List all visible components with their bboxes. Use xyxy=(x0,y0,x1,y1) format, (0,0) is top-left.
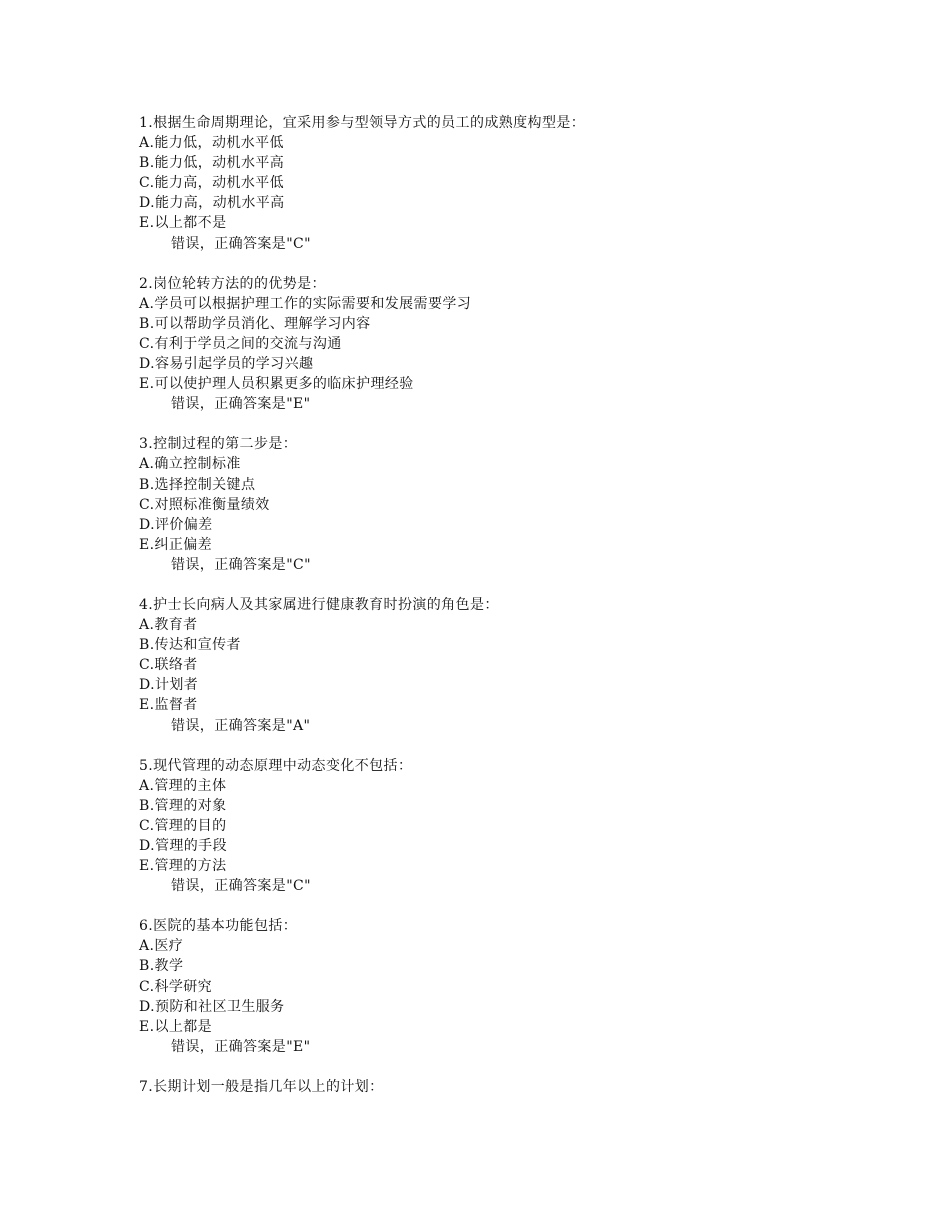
answer-note: 错误，正确答案是"A" xyxy=(171,717,311,734)
question-2 xyxy=(139,274,839,415)
option-b: B.选择控制关键点 xyxy=(139,476,256,493)
answer-note: 错误，正确答案是"C" xyxy=(171,878,311,895)
question-1 xyxy=(139,113,839,254)
option-d: D.容易引起学员的学习兴趣 xyxy=(139,356,314,373)
option-d: D.预防和社区卫生服务 xyxy=(139,998,285,1015)
option-c: C.有利于学员之间的交流与沟通 xyxy=(139,335,342,352)
question-3 xyxy=(139,434,839,575)
option-e: E.监督者 xyxy=(139,697,198,714)
question-document xyxy=(139,113,839,1117)
option-b: B.可以帮助学员消化、理解学习内容 xyxy=(139,315,371,332)
question-7 xyxy=(139,1077,839,1097)
question-stem: 1.根据生命周期理论，宜采用参与型领导方式的员工的成熟度构型是： xyxy=(139,115,586,131)
option-a: A.确立控制标准 xyxy=(139,456,241,473)
answer-note: 错误，正确答案是"C" xyxy=(171,556,311,573)
option-d: D.评价偏差 xyxy=(139,516,213,533)
option-d: D.计划者 xyxy=(139,677,199,694)
option-e: E.可以使护理人员积累更多的临床护理经验 xyxy=(139,376,414,393)
option-e: E.纠正偏差 xyxy=(139,536,213,553)
option-c: C.对照标准衡量绩效 xyxy=(139,496,270,513)
option-e: E.以上都是 xyxy=(139,1018,213,1035)
option-a: A.医疗 xyxy=(139,938,184,955)
option-a: A.管理的主体 xyxy=(139,777,227,794)
answer-note: 错误，正确答案是"E" xyxy=(171,1038,311,1055)
option-a: A.学员可以根据护理工作的实际需要和发展需要学习 xyxy=(139,295,472,312)
question-stem: 5.现代管理的动态原理中动态变化不包括： xyxy=(139,757,413,774)
option-a: A.教育者 xyxy=(139,617,198,634)
option-b: B.管理的对象 xyxy=(139,797,227,814)
answer-note: 错误，正确答案是"C" xyxy=(171,235,311,252)
option-d: D.能力高，动机水平高 xyxy=(139,195,285,212)
option-b: B.传达和宣传者 xyxy=(139,637,241,654)
option-e: E.以上都不是 xyxy=(139,215,227,232)
question-stem: 7.长期计划一般是指几年以上的计划： xyxy=(139,1078,384,1095)
option-e: E.管理的方法 xyxy=(139,858,227,875)
question-5 xyxy=(139,756,839,897)
question-stem: 4.护士长向病人及其家属进行健康教育时扮演的角色是： xyxy=(139,596,499,613)
option-c: C.联络者 xyxy=(139,657,198,674)
question-stem: 3.控制过程的第二步是： xyxy=(139,436,298,453)
answer-note: 错误，正确答案是"E" xyxy=(171,396,311,413)
option-b: B.能力低，动机水平高 xyxy=(139,155,285,172)
question-stem: 2.岗位轮转方法的的优势是： xyxy=(139,275,326,292)
option-c: C.科学研究 xyxy=(139,978,213,995)
question-4 xyxy=(139,595,839,736)
option-d: D.管理的手段 xyxy=(139,838,227,854)
option-c: C.管理的目的 xyxy=(139,817,227,834)
question-stem: 6.医院的基本功能包括： xyxy=(139,918,298,935)
option-c: C.能力高，动机水平低 xyxy=(139,175,285,192)
question-6 xyxy=(139,916,839,1057)
option-a: A.能力低，动机水平低 xyxy=(139,135,284,152)
option-b: B.教学 xyxy=(139,958,184,975)
